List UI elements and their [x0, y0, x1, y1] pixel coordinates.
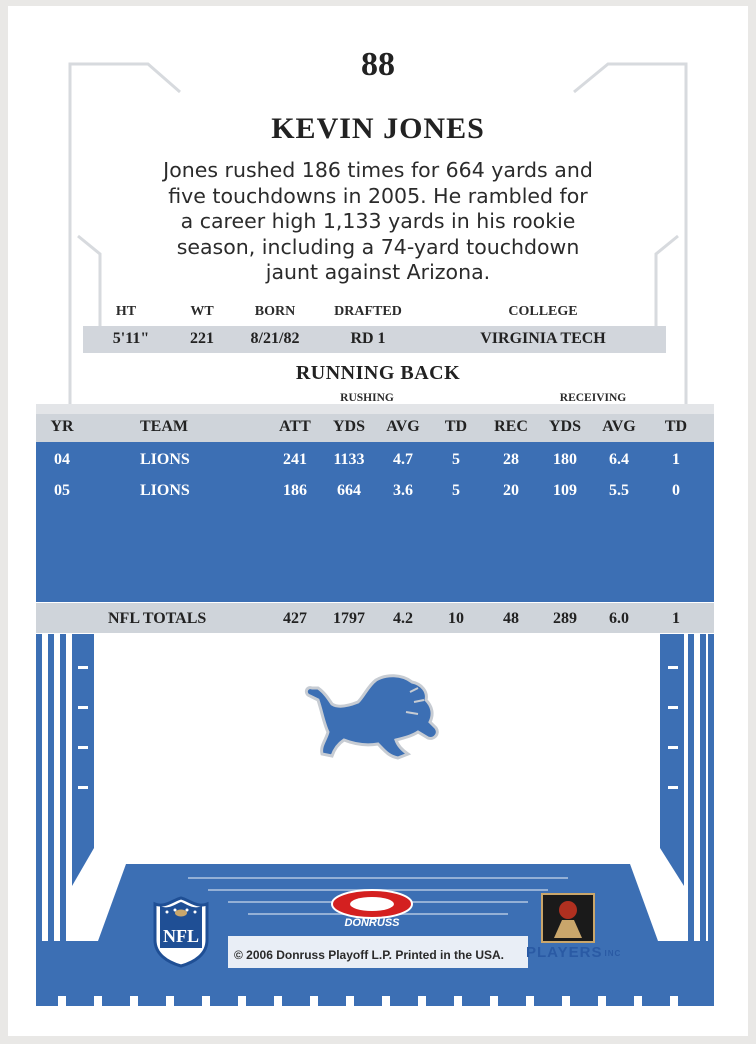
totals-cell: 1797	[333, 610, 365, 627]
totals-cell: 4.2	[393, 610, 413, 627]
table-cell: 20	[503, 482, 519, 499]
players-inc-logo	[526, 944, 621, 961]
table-cell: 4.7	[393, 451, 413, 468]
totals-cell: 6.0	[609, 610, 629, 627]
col-rec: REC	[494, 418, 528, 435]
vitals-height: 5'11"	[112, 330, 150, 347]
table-cell: LIONS	[140, 482, 190, 499]
table-cell: 5	[452, 482, 460, 499]
bio-line: jaunt against Arizona.	[265, 260, 491, 284]
player-name: KEVIN JONES	[271, 112, 485, 145]
table-cell: 05	[54, 482, 70, 499]
donruss-logo-icon	[328, 886, 418, 930]
col-rec-td: TD	[664, 418, 688, 435]
table-cell: 3.6	[393, 482, 413, 499]
table-cell: 04	[54, 451, 70, 468]
totals-cell: 289	[553, 610, 577, 627]
lion-logo-icon	[298, 666, 448, 766]
stats-group-receiving: RECEIVING	[559, 392, 627, 404]
totals-cell: 1	[672, 610, 680, 627]
players-inc-icon	[540, 892, 596, 944]
table-cell: 28	[503, 451, 519, 468]
nfl-shield-icon	[151, 896, 211, 968]
vitals-header-drafted: DRAFTED	[334, 304, 402, 319]
table-cell: 241	[283, 451, 307, 468]
vitals-header-college: COLLEGE	[508, 304, 578, 319]
vitals-college: VIRGINIA TECH	[480, 330, 606, 347]
col-team: TEAM	[140, 418, 188, 435]
bio-line: five touchdowns in 2005. He rambled for	[168, 183, 588, 208]
table-cell: 1	[672, 451, 680, 468]
vitals-weight: 221	[190, 330, 214, 347]
table-cell: 664	[337, 482, 361, 499]
col-rush-yds: YDS	[332, 418, 365, 435]
vitals-header-born: BORN	[254, 304, 296, 319]
col-rush-td: TD	[444, 418, 468, 435]
table-cell: LIONS	[140, 451, 190, 468]
totals-cell: 48	[503, 610, 519, 627]
bio-line: a career high 1,133 yards in his rookie	[180, 209, 576, 233]
table-cell: 5.5	[609, 482, 629, 499]
col-rec-avg: AVG	[602, 418, 636, 435]
vitals-header-wt: WT	[190, 304, 214, 319]
donruss-logo-text: DONRUSS	[344, 917, 400, 929]
totals-cell: 10	[448, 610, 464, 627]
table-cell: 1133	[333, 451, 365, 468]
totals-label: NFL TOTALS	[108, 610, 207, 627]
bio-line: season, including a 74-yard touchdown	[176, 234, 580, 259]
table-cell: 5	[452, 451, 460, 468]
table-cell: 186	[283, 482, 307, 499]
players-logo-text: PLAYERS	[526, 944, 603, 961]
vitals-drafted: RD 1	[350, 330, 386, 347]
player-bio	[100, 158, 656, 286]
player-position: RUNNING BACK	[295, 362, 461, 384]
col-rush-avg: AVG	[386, 418, 420, 435]
col-yr: YR	[50, 418, 74, 435]
totals-cell: 427	[283, 610, 307, 627]
copyright-text: © 2006 Donruss Playoff L.P. Printed in the USA.	[234, 948, 505, 962]
table-cell: 109	[553, 482, 577, 499]
card-number: 88	[361, 46, 395, 83]
vitals-header-ht: HT	[115, 304, 137, 319]
table-cell: 180	[553, 451, 577, 468]
stats-group-rushing: RUSHING	[340, 392, 394, 404]
col-rush-att: ATT	[279, 418, 311, 435]
vitals-born: 8/21/82	[250, 330, 300, 347]
col-rec-yds: YDS	[548, 418, 581, 435]
trading-card-back	[8, 6, 748, 1036]
players-inc-text: INC	[604, 948, 622, 958]
bio-line: Jones rushed 186 times for 664 yards and	[163, 158, 593, 182]
table-cell: 6.4	[609, 451, 629, 468]
nfl-logo-text: NFL	[163, 926, 199, 946]
table-cell: 0	[672, 482, 680, 499]
